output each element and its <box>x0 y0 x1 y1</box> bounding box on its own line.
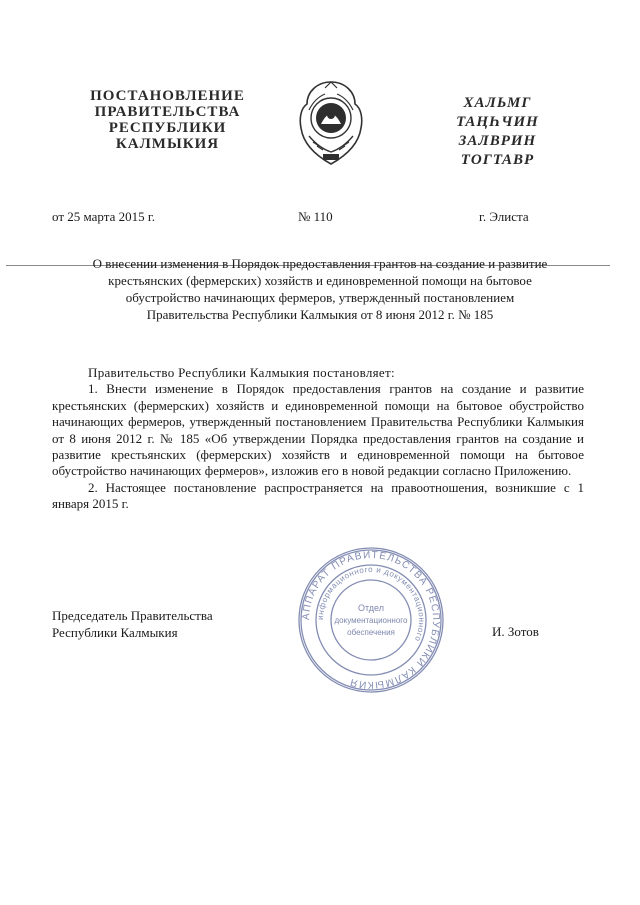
document-body <box>52 365 584 513</box>
signatory-position-line: Председатель Правительства <box>52 608 213 623</box>
signatory-name: И. Зотов <box>492 624 539 639</box>
header-right-line: ЗАЛВРИН <box>458 133 537 149</box>
document-number: № 110 <box>298 209 333 224</box>
header-right-line: ХАЛЬМГ <box>463 95 532 111</box>
header-kalmyk-title <box>430 94 565 170</box>
body-item-1: 1. Внести изменение в Порядок предоставления грантов на создание и развитие крестьянских (фермерских) хозяйств и единовременной помощи на бытовое обустройство начинающих фермеров, утвержденный постановлением Правительства Республики Калмыкия от 8 июня 2012 г. № 185 «Об утверждении Порядка предоставления грантов на создание и развитие крестьянских (фермерских) хозяйств и единовременной помощи на бытовое обустройство начинающих фермеров», изложив его в новой редакции согласно Приложению. <box>52 381 584 479</box>
stamp-center-line: документационного <box>334 616 408 625</box>
title-line: обустройство начинающих фермеров, утвержденный постановлением <box>125 290 515 305</box>
header-left-line: КАЛМЫКИЯ <box>115 136 220 152</box>
document-title <box>40 255 600 323</box>
stamp-center-line: обеспечения <box>347 628 395 637</box>
kalmykia-coat-of-arms-icon <box>295 80 367 170</box>
body-lead: Правительство Республики Калмыкия постановляет: <box>88 365 395 380</box>
stamp-inner-text: информационного и документационного <box>315 564 427 644</box>
body-item-2: 2. Настоящее постановление распространяется на правоотношения, возникшие с 1 января 2015 г. <box>52 479 584 512</box>
document-city: г. Элиста <box>479 209 529 224</box>
header-russian-title <box>80 88 255 152</box>
signatory-position-line: Республики Калмыкия <box>52 625 178 640</box>
header-left-line: ПРАВИТЕЛЬСТВА <box>94 104 241 120</box>
header-left-line: ПОСТАНОВЛЕНИЕ <box>90 88 245 104</box>
stamp-outer-text: АППАРАТ ПРАВИТЕЛЬСТВА РЕСПУБЛИКИ КАЛМЫКИЯ <box>300 549 442 691</box>
title-line: О внесении изменения в Порядок предоставления грантов на создание и развитие <box>92 256 548 271</box>
stamp-center-line: Отдел <box>357 603 385 613</box>
title-line: крестьянских (фермерских) хозяйств и единовременной помощи на бытовое <box>108 273 532 288</box>
header-right-line: ТОГТАВР <box>460 152 535 168</box>
title-line: Правительства Республики Калмыкия от 8 июня 2012 г. № 185 <box>146 307 494 322</box>
header-right-line: ТАҢҺЧИН <box>456 114 539 130</box>
official-stamp <box>296 545 446 695</box>
signatory-position <box>52 607 213 641</box>
header-left-line: РЕСПУБЛИКИ <box>108 120 227 136</box>
document-date: от 25 марта 2015 г. <box>52 209 155 224</box>
